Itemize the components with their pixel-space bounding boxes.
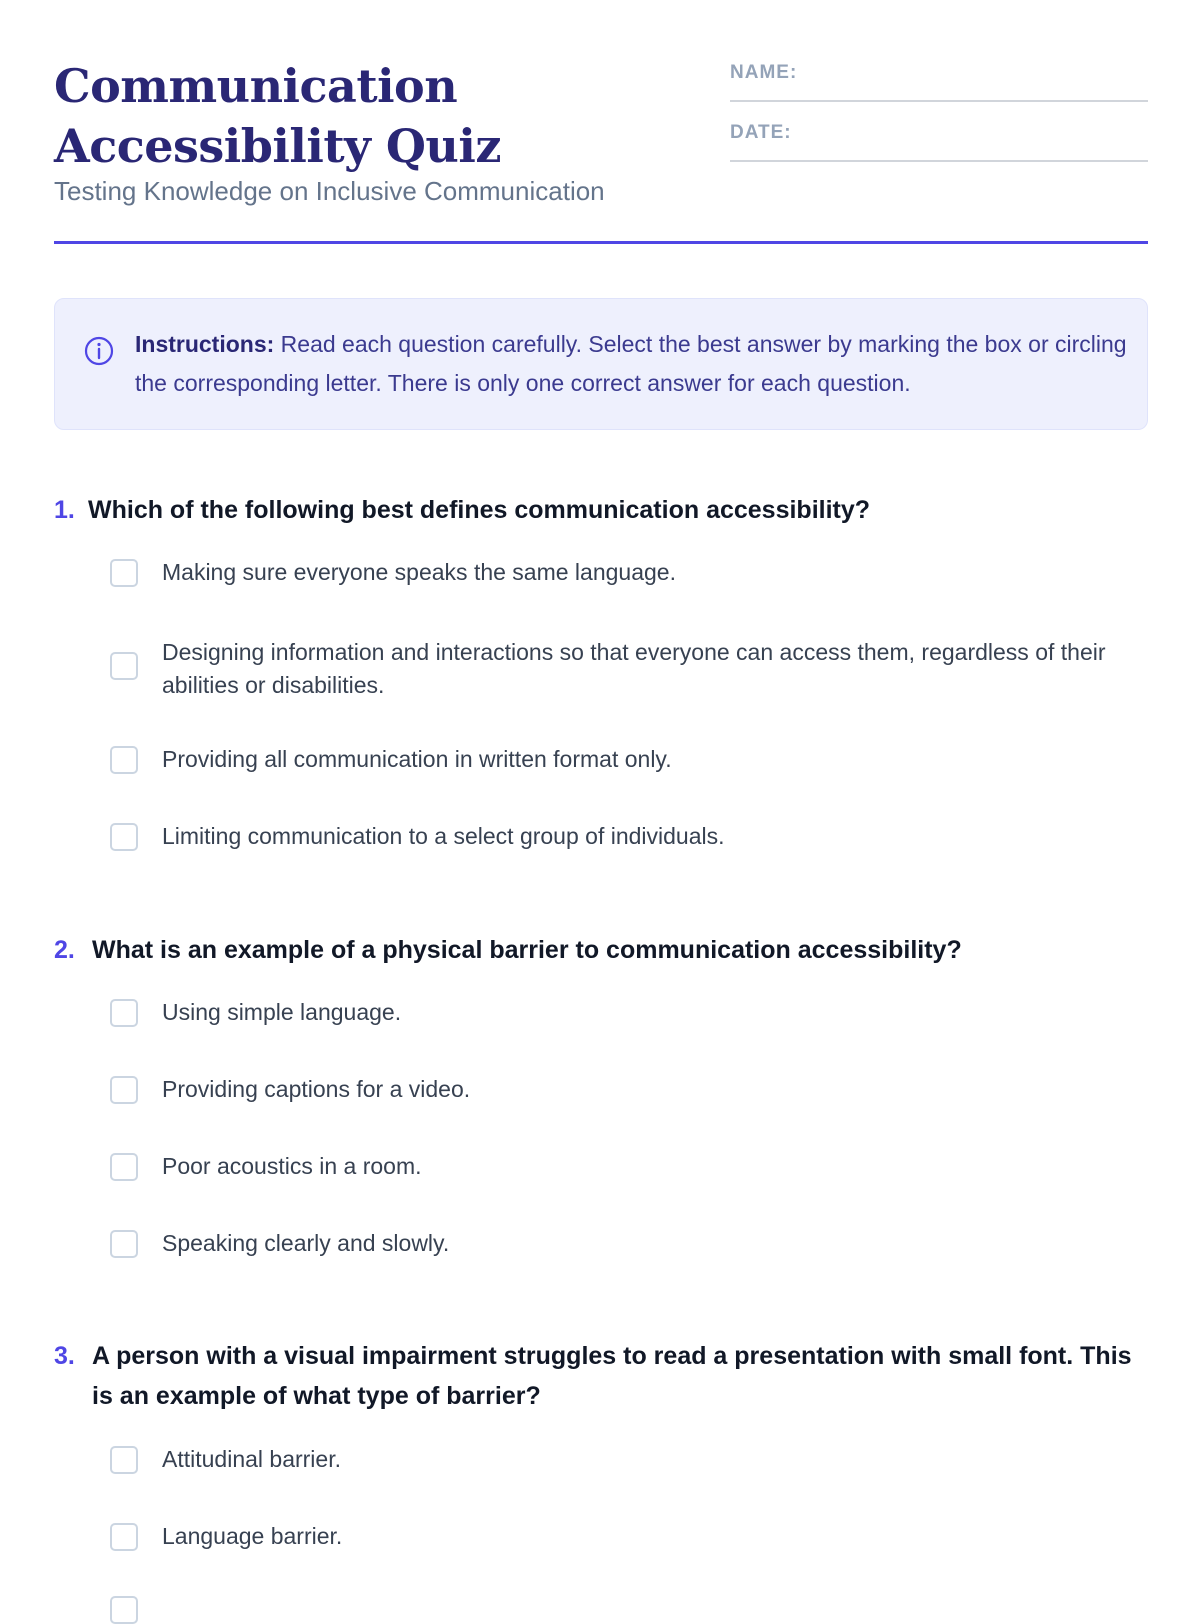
answer-checkbox[interactable] xyxy=(110,1076,138,1104)
quiz-header xyxy=(54,0,1148,244)
option-text: Making sure everyone speaks the same language. xyxy=(162,559,676,585)
question-2 xyxy=(54,930,1148,970)
question-text: Which of the following best defines communication accessibility? xyxy=(88,496,871,524)
answer-checkbox[interactable] xyxy=(110,1523,138,1551)
option-text: Language barrier. xyxy=(162,1523,343,1549)
title-line-2: Accessibility Quiz xyxy=(54,119,501,173)
answer-checkbox[interactable] xyxy=(110,746,138,774)
question-prompt xyxy=(54,930,1148,970)
page-subtitle: Testing Knowledge on Inclusive Communication xyxy=(54,176,605,206)
instructions-box xyxy=(54,298,1148,430)
quiz-page xyxy=(54,0,1148,1549)
instructions-text xyxy=(135,325,1135,403)
option-text: Attitudinal barrier. xyxy=(162,1446,341,1472)
option-text: Designing information and interactions so that everyone can access them, regardless of their abilities or disabilities. xyxy=(162,639,1106,698)
page-title xyxy=(54,56,501,176)
option-text: Poor acoustics in a room. xyxy=(162,1153,422,1179)
answer-checkbox[interactable] xyxy=(110,1596,138,1624)
answer-checkbox[interactable] xyxy=(110,999,138,1027)
option-text: Speaking clearly and slowly. xyxy=(162,1230,450,1256)
option-text: Providing all communication in written format only. xyxy=(162,746,672,772)
date-field[interactable] xyxy=(730,118,1148,162)
answer-checkbox[interactable] xyxy=(110,559,138,587)
option-text: Limiting communication to a select group of individuals. xyxy=(162,823,725,849)
question-number: 1. xyxy=(54,496,75,524)
question-text: What is an example of a physical barrier to communication accessibility? xyxy=(92,936,962,964)
question-number: 2. xyxy=(54,936,75,964)
instructions-body: Read each question carefully. Select the best answer by marking the box or circling the corresponding letter. There is only one correct answer for each question. xyxy=(135,331,1127,396)
answer-checkbox[interactable] xyxy=(110,1446,138,1474)
question-prompt xyxy=(54,1336,1148,1416)
question-number: 3. xyxy=(54,1342,75,1370)
info-icon xyxy=(83,335,115,367)
option-text: Using simple language. xyxy=(162,999,402,1025)
answer-checkbox[interactable] xyxy=(110,652,138,680)
question-1 xyxy=(54,490,1148,530)
answer-checkbox[interactable] xyxy=(110,823,138,851)
instructions-lead: Instructions: xyxy=(135,331,275,357)
student-fields xyxy=(730,58,1148,178)
name-label: NAME: xyxy=(730,62,798,83)
answer-checkbox[interactable] xyxy=(110,1153,138,1181)
answer-checkbox[interactable] xyxy=(110,1230,138,1258)
title-line-1: Communication xyxy=(54,59,458,113)
date-label: DATE: xyxy=(730,122,792,143)
question-prompt xyxy=(54,490,1148,530)
name-field[interactable] xyxy=(730,58,1148,102)
question-text: A person with a visual impairment struggles to read a presentation with small font. This is an example of what type of barrier? xyxy=(92,1342,1132,1410)
question-3 xyxy=(54,1336,1148,1416)
option-text: Providing captions for a video. xyxy=(162,1076,471,1102)
